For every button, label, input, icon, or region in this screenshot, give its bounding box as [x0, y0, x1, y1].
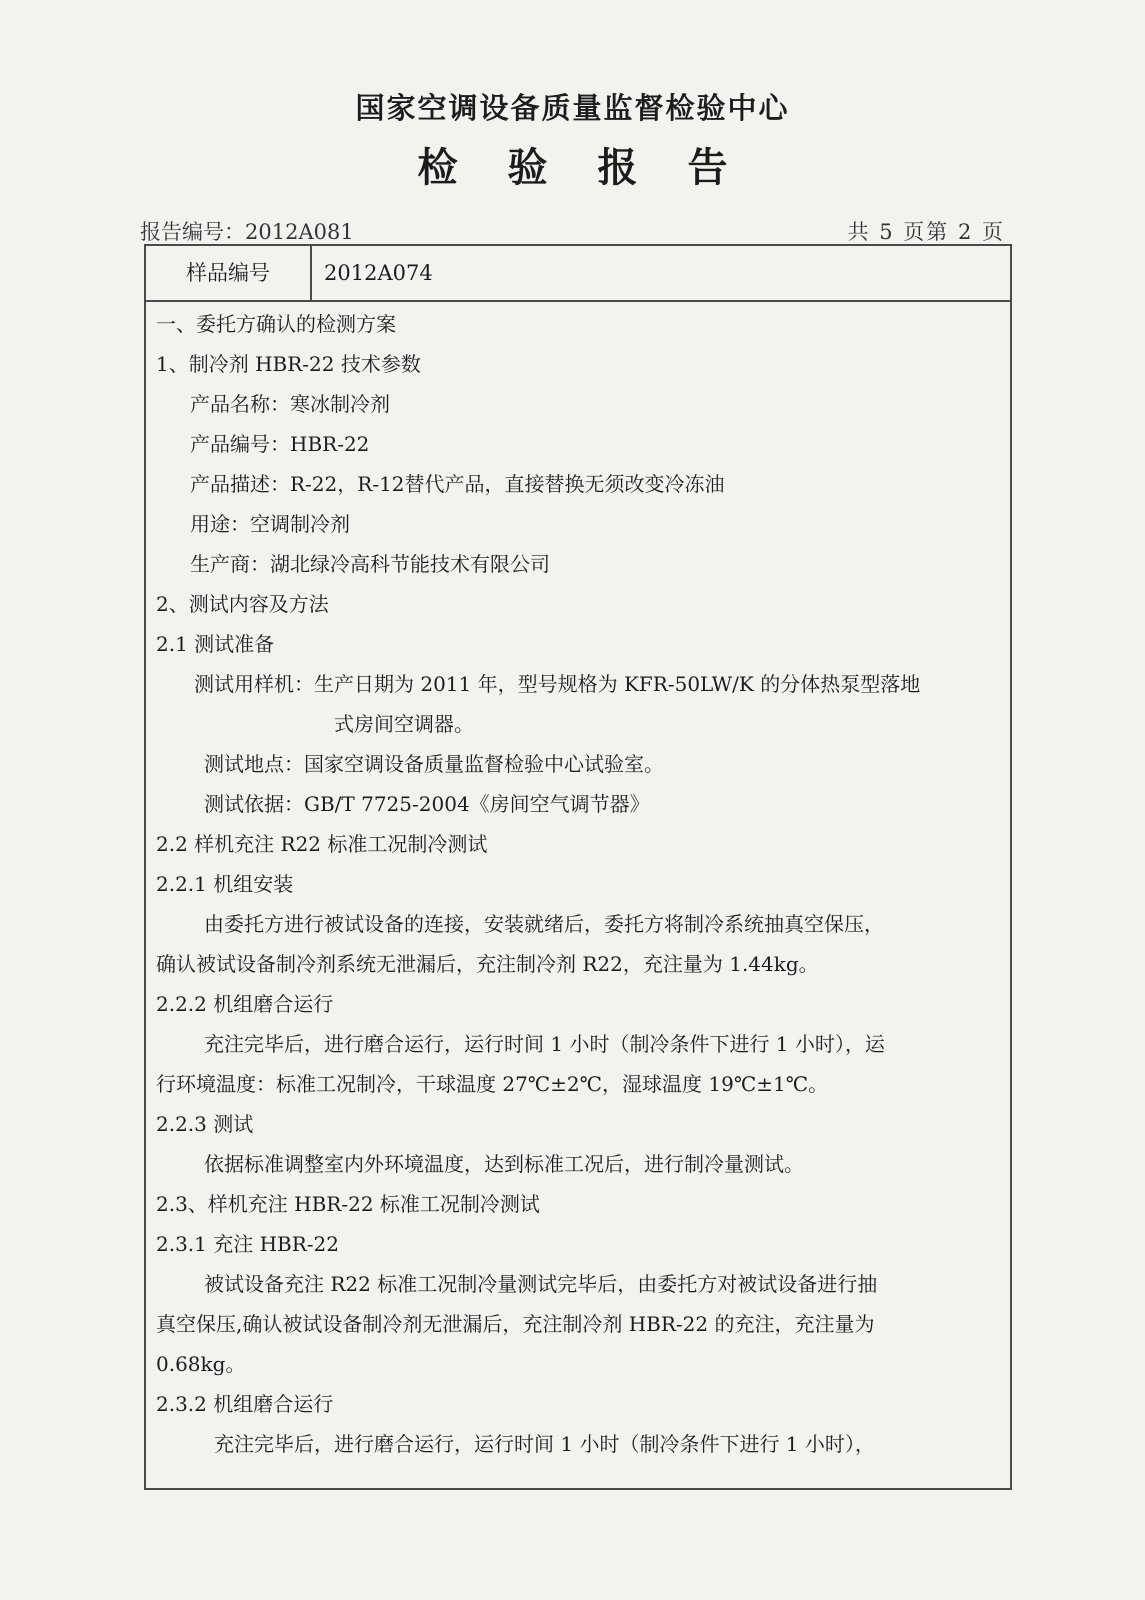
sample-row: [146, 246, 1010, 302]
paragraph-line: 行环境温度：标准工况制冷，干球温度 27℃±2℃，湿球温度 19℃±1℃。: [156, 1072, 829, 1096]
section-heading: 2.2.1 机组安装: [156, 872, 294, 896]
paragraph-line: 真空保压,确认被试设备制冷剂无泄漏后，充注制冷剂 HBR-22 的充注，充注量为: [156, 1312, 875, 1336]
page-info: 共 5 页第 2 页: [847, 220, 1005, 244]
section-heading: 2.2.3 测试: [156, 1112, 254, 1136]
section-heading: 2.3、样机充注 HBR-22 标准工况制冷测试: [156, 1192, 540, 1216]
section-heading: 2.2.2 机组磨合运行: [156, 992, 334, 1016]
report-frame: [144, 244, 1012, 1490]
paragraph-line: 测试依据：GB/T 7725-2004《房间空气调节器》: [204, 792, 650, 816]
sample-label: 样品编号: [146, 246, 312, 300]
section-heading: 一、委托方确认的检测方案: [156, 312, 396, 336]
sample-value: 2012A074: [324, 261, 433, 285]
paragraph-line: 依据标准调整室内外环境温度，达到标准工况后，进行制冷量测试。: [204, 1152, 804, 1176]
section-heading: 2.2 样机充注 R22 标准工况制冷测试: [156, 832, 488, 856]
param-line: 生产商：湖北绿冷高科节能技术有限公司: [190, 552, 550, 576]
paragraph-line: 0.68kg。: [156, 1352, 246, 1376]
section-heading: 2.3.2 机组磨合运行: [156, 1392, 334, 1416]
organization-name: 国家空调设备质量监督检验中心: [355, 91, 790, 125]
paragraph-line: 测试地点：国家空调设备质量监督检验中心试验室。: [204, 752, 664, 776]
param-line: 产品编号：HBR-22: [190, 432, 370, 456]
paragraph-line: 充注完毕后，进行磨合运行，运行时间 1 小时（制冷条件下进行 1 小时），运: [204, 1032, 885, 1056]
param-line: 产品名称：寒冰制冷剂: [190, 392, 390, 416]
section-heading: 2、测试内容及方法: [156, 592, 329, 616]
paragraph-line: 由委托方进行被试设备的连接，安装就绪后，委托方将制冷系统抽真空保压，: [204, 912, 884, 936]
paragraph-line: 式房间空调器。: [334, 712, 474, 736]
paragraph-line: 被试设备充注 R22 标准工况制冷量测试完毕后，由委托方对被试设备进行抽: [204, 1272, 878, 1296]
paragraph-line: 测试用样机：生产日期为 2011 年，型号规格为 KFR-50LW/K 的分体热泵型落地: [194, 672, 921, 696]
paragraph-line: 充注完毕后，进行磨合运行，运行时间 1 小时（制冷条件下进行 1 小时），: [214, 1432, 875, 1456]
report-title: 检验报告: [417, 145, 778, 191]
report-number: 报告编号：2012A081: [140, 220, 354, 244]
paragraph-line: 确认被试设备制冷剂系统无泄漏后，充注制冷剂 R22，充注量为 1.44kg。: [156, 952, 819, 976]
section-heading: 2.3.1 充注 HBR-22: [156, 1232, 340, 1256]
section-heading: 1、制冷剂 HBR-22 技术参数: [156, 352, 421, 376]
section-heading: 2.1 测试准备: [156, 632, 275, 656]
param-line: 产品描述：R-22，R-12替代产品，直接替换无须改变冷冻油: [190, 472, 725, 496]
param-line: 用途：空调制冷剂: [190, 512, 350, 536]
